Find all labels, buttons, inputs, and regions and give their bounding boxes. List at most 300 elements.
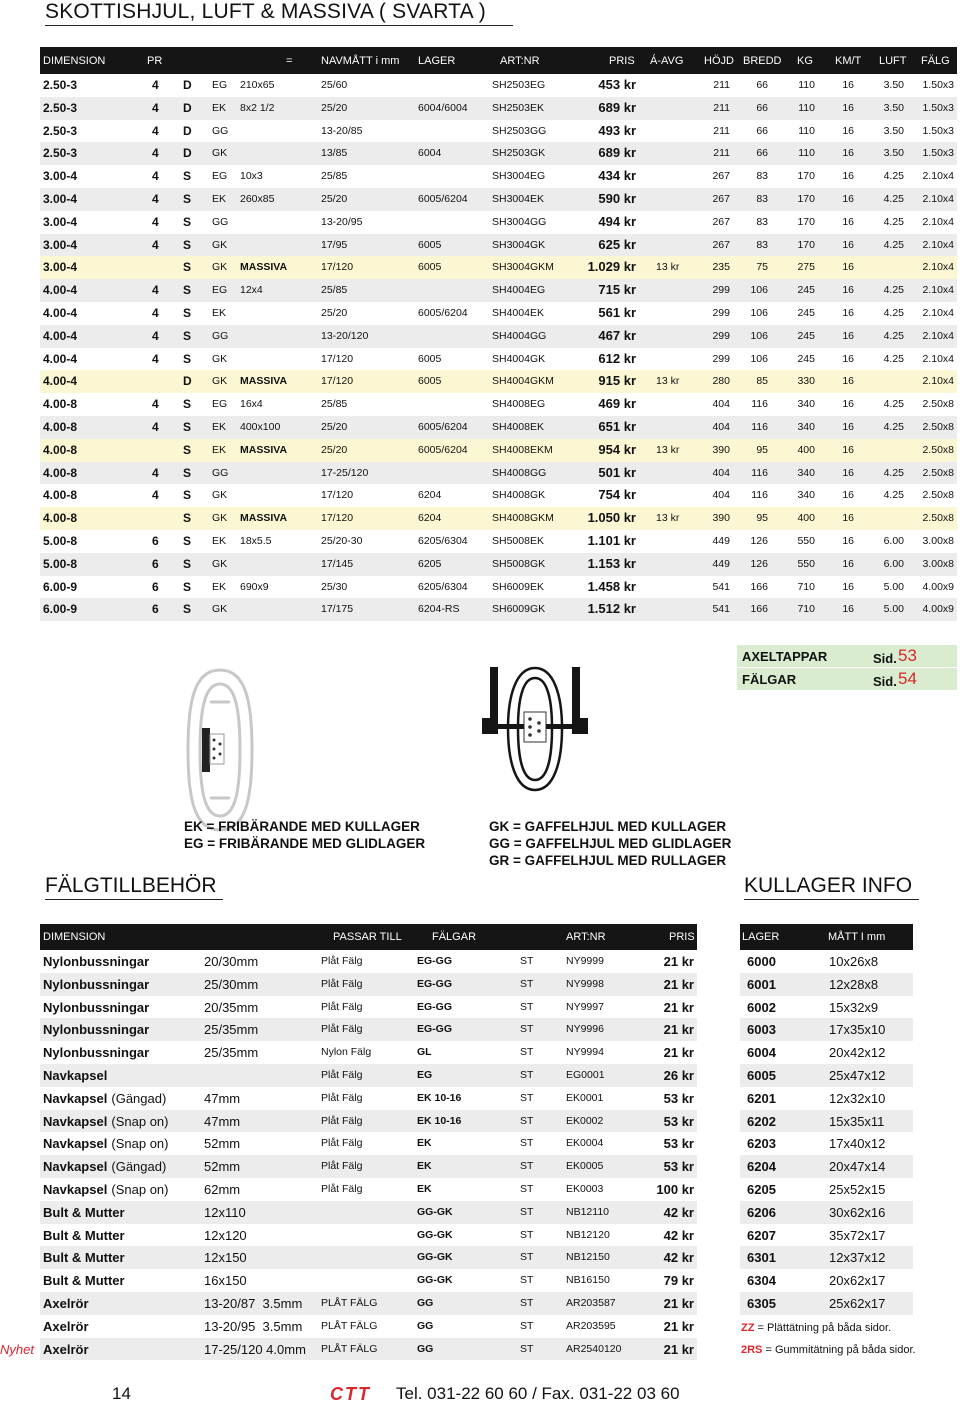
cell: 21 kr <box>663 1045 694 1061</box>
legend-ek: EK = FRIBÄRANDE MED KULLAGER <box>184 819 420 834</box>
cell: SH2503GG <box>492 124 547 137</box>
cell: MASSIVA <box>240 443 288 456</box>
cell: 6.00 <box>883 557 904 570</box>
cell: 6005/6204 <box>418 443 468 456</box>
cell: 16 <box>842 329 854 342</box>
cell: SH4008EK <box>492 421 544 433</box>
cell: 4.00-4 <box>43 351 78 366</box>
cell: 2.50x8 <box>922 466 954 479</box>
cell: EK <box>212 101 227 114</box>
cell: 299 <box>712 352 730 365</box>
cell: 6005/6204 <box>418 307 468 319</box>
cell: ST <box>520 1000 534 1013</box>
cell: 10x3 <box>240 170 263 183</box>
cell: S <box>183 169 192 184</box>
cell: ST <box>520 1251 534 1264</box>
cell: SH4004GG <box>492 329 547 342</box>
cell: 493 kr <box>598 122 636 138</box>
cell: 6301 <box>747 1250 776 1266</box>
table-row <box>40 279 957 302</box>
cell: 299 <box>712 307 730 319</box>
cell: 612 kr <box>598 350 636 366</box>
cell: 83 <box>756 215 768 228</box>
list-item <box>740 996 913 1019</box>
cell: 17-25/120 <box>321 466 369 479</box>
legend-eg: EG = FRIBÄRANDE MED GLIDLAGER <box>184 836 426 851</box>
cell: 267 <box>712 170 730 183</box>
col-kmt: KM/T <box>835 55 862 67</box>
cell: 110 <box>798 124 815 137</box>
cell: 16 <box>842 124 854 137</box>
cell: SH4004EG <box>492 284 546 297</box>
cell: 689 kr <box>598 145 636 161</box>
cell: SH4008GG <box>492 466 547 479</box>
cell: Navkapsel <box>43 1136 108 1152</box>
cell: 53 kr <box>663 1113 694 1129</box>
cell: 16 <box>842 261 854 274</box>
cell: 83 <box>756 170 768 183</box>
col-aavg: Á-AVG <box>650 55 684 67</box>
acc-col-dimension: DIMENSION <box>43 931 106 943</box>
cell: 6000 <box>747 954 776 969</box>
cell: SH4008GKM <box>492 512 554 525</box>
cell: 404 <box>712 398 730 411</box>
cell: 95 <box>756 512 768 525</box>
cell: 170 <box>797 215 815 228</box>
cell: Navkapsel <box>43 1182 108 1197</box>
cell: 16x150 <box>204 1273 247 1289</box>
note-2rs-code: 2RS <box>741 1344 763 1356</box>
cell: 4.25 <box>883 215 904 228</box>
cell: 954 kr <box>598 441 636 457</box>
cell: AR203595 <box>566 1319 616 1332</box>
cell: S <box>183 534 192 548</box>
cell: 16 <box>842 170 854 183</box>
main-table-header <box>40 47 957 74</box>
acc-col-falgar: FÄLGAR <box>432 931 477 943</box>
col-navmatt: NAVMÅTT i mm <box>321 55 400 67</box>
cell: AR2540120 <box>566 1342 622 1355</box>
cell: 689 kr <box>598 99 636 115</box>
cell: 404 <box>712 489 730 502</box>
cell: Plåt Fälg <box>321 1114 363 1127</box>
cell: SH6009EK <box>492 580 544 593</box>
cell: 915 kr <box>598 373 636 389</box>
list-item <box>740 1246 913 1269</box>
cell: ST <box>520 1046 534 1059</box>
cell: SH4008EG <box>492 398 546 411</box>
cell: 2.10x4 <box>922 170 954 183</box>
cell: 26 kr <box>663 1068 694 1083</box>
cell: SH2503GK <box>492 147 546 160</box>
cell: EK <box>417 1137 432 1150</box>
list-item <box>740 1041 913 1064</box>
cell-suffix: (Snap on) <box>111 1182 169 1197</box>
list-item <box>40 1087 697 1110</box>
cell: 3.00x8 <box>922 557 954 570</box>
cell: 10x26x8 <box>829 954 879 969</box>
cell: NY9994 <box>566 1046 604 1059</box>
cell: 3.00-4 <box>43 214 78 229</box>
cell: NB12120 <box>566 1228 610 1241</box>
cell: 340 <box>797 421 815 433</box>
cell: Plåt Fälg <box>321 1023 363 1036</box>
cell: 106 <box>750 307 768 319</box>
cell: 66 <box>756 79 768 91</box>
cell: 18x5.5 <box>240 535 272 547</box>
cell: 6005 <box>418 261 442 274</box>
cell: EK 10-16 <box>417 1114 462 1127</box>
col-eq: = <box>286 55 293 67</box>
cell: 2.50-3 <box>43 146 78 161</box>
cell: 3.00-4 <box>43 237 78 252</box>
cell: 21 kr <box>663 1296 694 1311</box>
cell: 245 <box>797 352 815 365</box>
page-title: SKOTTISHJUL, LUFT & MASSIVA ( SVARTA ) <box>45 0 486 23</box>
cell: 21 kr <box>663 999 694 1015</box>
cell: 2.50x8 <box>922 421 954 433</box>
cell: 4.25 <box>883 329 904 342</box>
cell: 79 kr <box>663 1273 694 1289</box>
cell: 25/30mm <box>204 976 259 992</box>
cell: EG-GG <box>417 977 453 990</box>
cell: GK <box>212 489 228 502</box>
cell: 4.00-8 <box>43 511 78 526</box>
cell: 550 <box>797 535 815 547</box>
cell: 211 <box>713 124 730 137</box>
table-row <box>40 462 957 485</box>
cell: ST <box>520 1023 534 1036</box>
cell: S <box>183 488 192 503</box>
table-row <box>40 120 957 143</box>
list-item <box>740 950 913 973</box>
list-item <box>40 1132 697 1155</box>
table-row <box>40 370 957 393</box>
cell: GK <box>212 261 228 274</box>
cell: SH3004GK <box>492 238 546 251</box>
cell: Bult & Mutter <box>43 1273 125 1289</box>
list-item <box>40 950 697 973</box>
cell: 110 <box>798 79 815 91</box>
cell: 116 <box>751 398 768 411</box>
bearing-table-header <box>740 924 913 950</box>
cell: 25/85 <box>321 170 348 183</box>
cell-suffix: (Snap on) <box>111 1113 169 1129</box>
list-item <box>40 1269 697 1292</box>
cell: 6004/6004 <box>418 101 468 114</box>
cell: ST <box>520 1137 534 1150</box>
bear-col-matt: MÅTT I mm <box>828 931 886 943</box>
cell: EK <box>212 580 227 593</box>
ref-axeltappar-num: 53 <box>898 646 917 665</box>
list-item <box>40 1292 697 1315</box>
cell: 6005 <box>418 375 442 388</box>
cell: NY9997 <box>566 1000 604 1013</box>
cell: 16 <box>842 421 854 433</box>
cell: ST <box>520 1114 534 1127</box>
cell: 4 <box>152 351 159 366</box>
cell: 1.512 kr <box>587 601 636 617</box>
cell: 13-20/87 3.5mm <box>204 1296 303 1311</box>
cell: 211 <box>713 147 730 160</box>
cell: Nylonbussningar <box>43 999 150 1015</box>
cell: S <box>183 465 192 480</box>
cell: S <box>183 511 192 526</box>
cell: 21 kr <box>663 1022 694 1038</box>
acc-col-artnr: ART:NR <box>566 931 606 943</box>
cell: 25/30 <box>321 580 348 593</box>
cell: 6005/6204 <box>418 193 468 205</box>
contact-info: Tel. 031-22 60 60 / Fax. 031-22 03 60 <box>396 1384 680 1403</box>
cell: 21 kr <box>663 976 694 992</box>
cell: 4.25 <box>883 352 904 365</box>
cell: ST <box>520 1228 534 1241</box>
cell: 83 <box>756 238 768 251</box>
cell: 494 kr <box>598 213 636 229</box>
cell: S <box>183 602 192 617</box>
cell: Navkapsel <box>43 1090 108 1106</box>
cell: NB12150 <box>566 1251 610 1264</box>
cell: 4.00-8 <box>43 442 78 457</box>
cell: 2.10x4 <box>922 238 954 251</box>
list-item <box>740 1087 913 1110</box>
cell: 4.25 <box>883 284 904 297</box>
cell: 17/120 <box>321 375 354 388</box>
cell: 541 <box>712 580 730 593</box>
cell: EK0001 <box>566 1091 604 1104</box>
cell: SH3004EG <box>492 170 546 183</box>
cell: S <box>183 237 192 252</box>
cell: EG <box>212 284 228 297</box>
cell: 53 kr <box>663 1136 694 1152</box>
cell: D <box>183 78 192 92</box>
cell: 340 <box>797 398 815 411</box>
cell: 6206 <box>747 1204 776 1220</box>
cell: 4 <box>152 100 159 115</box>
cell: 4.00-8 <box>43 397 78 412</box>
wheel-illustration-gaffelhjul <box>480 662 590 797</box>
cell: 715 kr <box>598 282 636 298</box>
cell: SH6009GK <box>492 603 546 616</box>
cell: 13-20/85 <box>321 124 363 137</box>
cell: 4 <box>152 237 159 252</box>
cell: NB12110 <box>566 1205 610 1218</box>
cell: EG0001 <box>566 1069 605 1081</box>
cell: Nylonbussningar <box>43 1022 150 1038</box>
table-row <box>40 234 957 257</box>
legend-gk: GK = GAFFELHJUL MED KULLAGER <box>489 819 727 834</box>
col-lager: LAGER <box>418 55 456 67</box>
cell: 299 <box>712 329 730 342</box>
cell: GK <box>212 557 228 570</box>
col-dimension: DIMENSION <box>43 55 106 67</box>
cell: 710 <box>797 580 815 593</box>
cell: 2.50x8 <box>922 489 954 502</box>
cell: 211 <box>713 79 730 91</box>
table-row <box>40 416 957 439</box>
cell: 5.00-8 <box>43 534 78 548</box>
cell: 17/145 <box>321 557 354 570</box>
cell: 25x47x12 <box>829 1068 886 1083</box>
cell: 467 kr <box>598 327 636 343</box>
cell: 267 <box>712 215 730 228</box>
cell: 110 <box>798 101 815 114</box>
cell: EG-GG <box>417 1000 453 1013</box>
cell: 12x150 <box>204 1250 247 1266</box>
list-item <box>40 1178 697 1201</box>
cell: 13 kr <box>656 261 680 274</box>
cell: 3.00-4 <box>43 192 78 206</box>
cell: 267 <box>712 238 730 251</box>
cell: Bult & Mutter <box>43 1204 125 1220</box>
note-2rs <box>741 1344 916 1356</box>
cell: 75 <box>756 261 768 274</box>
cell: Plåt Fälg <box>321 1183 363 1195</box>
cell: 170 <box>797 193 815 205</box>
cell: 6202 <box>747 1113 776 1129</box>
ref-falgar-sid: Sid. <box>873 674 897 689</box>
cell: 6304 <box>747 1273 776 1289</box>
cell: 4.00-4 <box>43 374 78 389</box>
cell: 6 <box>152 579 159 594</box>
cell: 6001 <box>747 976 776 992</box>
table-row <box>40 507 957 530</box>
cell: 390 <box>712 443 730 456</box>
cell: Plåt Fälg <box>321 955 363 967</box>
ref-falgar <box>737 668 957 690</box>
list-item <box>40 1155 697 1178</box>
cell: 2.10x4 <box>922 375 954 388</box>
cell: 6204 <box>747 1159 776 1175</box>
cell: Plåt Fälg <box>321 1069 363 1081</box>
cell: 20x62x17 <box>829 1273 886 1289</box>
cell: 35x72x17 <box>829 1227 886 1243</box>
cell: Plåt Fälg <box>321 1000 363 1013</box>
ref-falgar-label: FÄLGAR <box>742 672 797 687</box>
cell: 12x28x8 <box>829 976 879 992</box>
table-row <box>40 393 957 416</box>
cell: 17/95 <box>321 238 348 251</box>
cell: NB16150 <box>566 1274 610 1287</box>
cell: 2.50x8 <box>922 398 954 411</box>
cell: 390 <box>712 512 730 525</box>
cell: 404 <box>712 466 730 479</box>
cell: Bult & Mutter <box>43 1227 125 1243</box>
cell: 3.50 <box>883 124 904 137</box>
cell: 625 kr <box>598 236 636 252</box>
col-falg: FÄLG <box>921 55 950 67</box>
cell: EK <box>212 193 227 205</box>
bear-col-lager: LAGER <box>742 931 780 943</box>
cell: 13 kr <box>656 375 680 388</box>
cell: 12x37x12 <box>829 1250 886 1266</box>
cell: 16 <box>842 307 854 319</box>
cell: GK <box>212 147 228 160</box>
cell: 53 kr <box>663 1090 694 1106</box>
cell: EG <box>212 170 228 183</box>
cell: GG <box>417 1319 434 1332</box>
cell: SH4008EKM <box>492 443 553 456</box>
cell: 2.10x4 <box>922 193 954 205</box>
cell: 16 <box>842 238 854 251</box>
cell: 166 <box>750 603 768 616</box>
cell: GG <box>212 215 229 228</box>
cell: 8x2 1/2 <box>240 101 275 114</box>
cell: PLÅT FÄLG <box>321 1319 378 1332</box>
table-row <box>40 439 957 462</box>
cell: 6004 <box>418 147 442 160</box>
cell: 16 <box>842 443 854 456</box>
cell: 267 <box>712 193 730 205</box>
cell: 210x65 <box>240 79 275 91</box>
cell: 4.00-4 <box>43 306 78 320</box>
title-underline <box>45 25 513 26</box>
cell: ST <box>520 1091 534 1104</box>
cell: ST <box>520 977 534 990</box>
list-item <box>40 1041 697 1064</box>
cell: 13 kr <box>656 443 680 456</box>
cell: Nylonbussningar <box>43 954 150 969</box>
table-row <box>40 188 957 211</box>
cell: Plåt Fälg <box>321 977 363 990</box>
wheel-illustration-fribarande <box>150 662 290 837</box>
cell: 106 <box>750 284 768 297</box>
cell: 245 <box>797 307 815 319</box>
accessories-table-header <box>40 924 697 950</box>
cell: Nylonbussningar <box>43 1045 150 1061</box>
cell: 449 <box>712 557 730 570</box>
cell: 106 <box>750 329 768 342</box>
cell: D <box>183 374 192 389</box>
ref-axeltappar-sid: Sid. <box>873 651 897 666</box>
cell: 66 <box>756 101 768 114</box>
cell: EK <box>212 443 227 456</box>
cell: 4 <box>152 397 159 412</box>
table-row <box>40 484 957 507</box>
cell: EK <box>212 535 227 547</box>
cell: 17/120 <box>321 512 354 525</box>
cell: S <box>183 214 192 229</box>
list-item <box>740 1018 913 1041</box>
cell: 4.25 <box>883 170 904 183</box>
cell: 4 <box>152 488 159 503</box>
cell: PLÅT FÄLG <box>321 1342 378 1355</box>
cell-suffix: (Gängad) <box>111 1090 167 1106</box>
table-row <box>40 211 957 234</box>
cell: EK <box>417 1183 432 1195</box>
cell: 30x62x16 <box>829 1204 886 1220</box>
cell: 25/85 <box>321 398 348 411</box>
cell: PLÅT FÄLG <box>321 1297 378 1309</box>
cell: 66 <box>756 124 768 137</box>
table-row <box>40 325 957 348</box>
cell: 6005 <box>418 352 442 365</box>
cell: GK <box>212 512 228 525</box>
cell: 400 <box>797 443 815 456</box>
cell: 17x40x12 <box>829 1136 886 1152</box>
cell: 25/35mm <box>204 1045 259 1061</box>
cell: 16 <box>842 375 854 388</box>
cell: 434 kr <box>598 168 636 184</box>
cell: 1.029 kr <box>587 259 636 275</box>
cell: GG-GK <box>417 1274 453 1287</box>
cell: 6.00 <box>883 535 904 547</box>
cell: 1.50x3 <box>922 101 954 114</box>
list-item <box>740 1064 913 1087</box>
cell: 16 <box>842 466 854 479</box>
ref-falgar-num: 54 <box>898 669 917 688</box>
cell: 170 <box>797 238 815 251</box>
